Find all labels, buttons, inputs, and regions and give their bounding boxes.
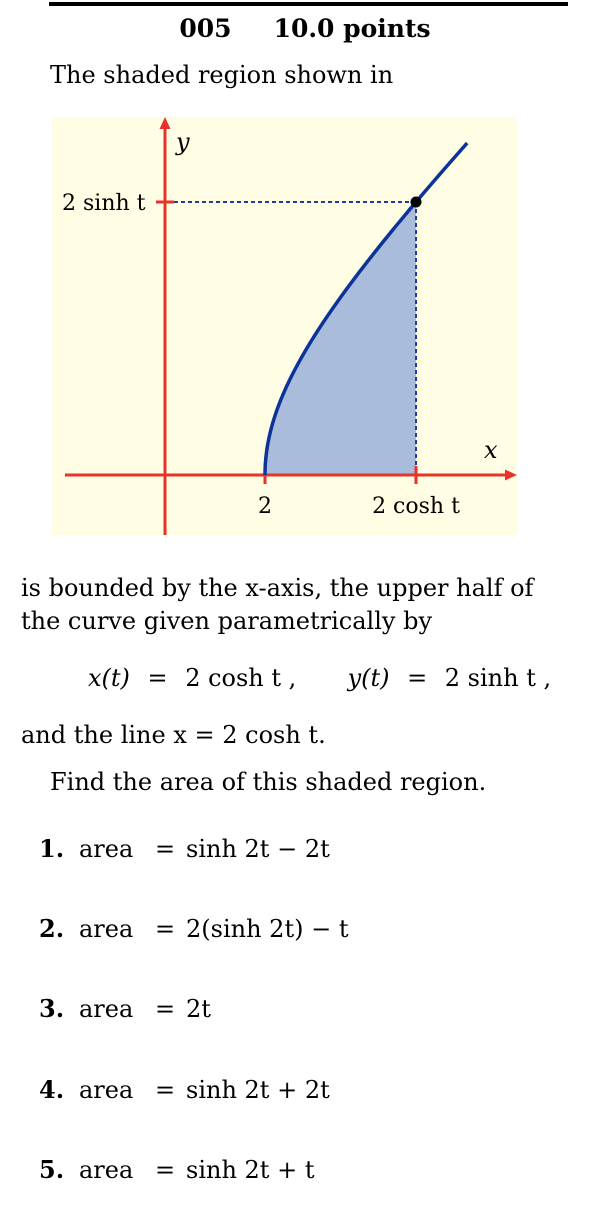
choice-word: area [79, 835, 134, 863]
x-tick-label-2: 2 [258, 494, 272, 519]
choice-5 [39, 1154, 314, 1186]
choice-expression: sinh 2t + t [186, 1156, 315, 1184]
choice-word: area [79, 915, 134, 943]
choice-expression: sinh 2t − 2t [186, 835, 330, 863]
choice-expression: 2(sinh 2t) − t [186, 915, 349, 943]
x-equals: = [147, 664, 168, 692]
problem-number: 005 [179, 14, 232, 43]
choice-word: area [79, 1076, 134, 1104]
choice-number: 2. [39, 914, 65, 943]
choice-2 [39, 913, 348, 945]
choice-equals: = [154, 995, 176, 1023]
choice-1 [39, 833, 330, 865]
y-equals: = [407, 664, 428, 692]
choice-number: 5. [39, 1155, 65, 1184]
choice-3 [39, 993, 211, 1025]
choice-equals: = [154, 835, 176, 863]
top-rule [49, 2, 568, 6]
question-text: Find the area of this shaded region. [50, 768, 487, 796]
x-axis-label: x [484, 436, 498, 464]
choice-word: area [79, 995, 134, 1023]
figure-graph [52, 117, 517, 535]
choice-number: 4. [39, 1075, 65, 1104]
choice-number: 1. [39, 834, 65, 863]
choice-equals: = [154, 1076, 176, 1104]
y-axis-label: y [176, 128, 190, 156]
choice-expression: 2t [186, 995, 211, 1023]
choice-equals: = [154, 1156, 176, 1184]
choice-expression: sinh 2t + 2t [186, 1076, 330, 1104]
paragraph-line-1: is bounded by the x-axis, the upper half of [21, 574, 534, 602]
y-tick-label: 2 sinh t [62, 191, 146, 216]
paragraph-line-2: the curve given parametrically by [21, 607, 432, 635]
problem-header [0, 14, 610, 44]
y-rhs: 2 sinh t , [444, 664, 552, 692]
choice-number: 3. [39, 994, 65, 1023]
x-rhs: 2 cosh t , [185, 664, 297, 692]
intro-text: The shaded region shown in [50, 61, 394, 89]
graph-svg [52, 117, 517, 535]
choice-4 [39, 1074, 330, 1106]
line-text: and the line x = 2 cosh t. [21, 721, 326, 749]
choice-equals: = [154, 915, 176, 943]
choice-word: area [79, 1156, 134, 1184]
x-lhs: x(t) [88, 664, 130, 692]
problem-points: 10.0 points [273, 14, 431, 43]
curve-point [411, 197, 422, 208]
parametric-equations [88, 662, 551, 694]
y-lhs: y(t) [347, 664, 390, 692]
x-tick-label-cosh: 2 cosh t [372, 494, 460, 519]
